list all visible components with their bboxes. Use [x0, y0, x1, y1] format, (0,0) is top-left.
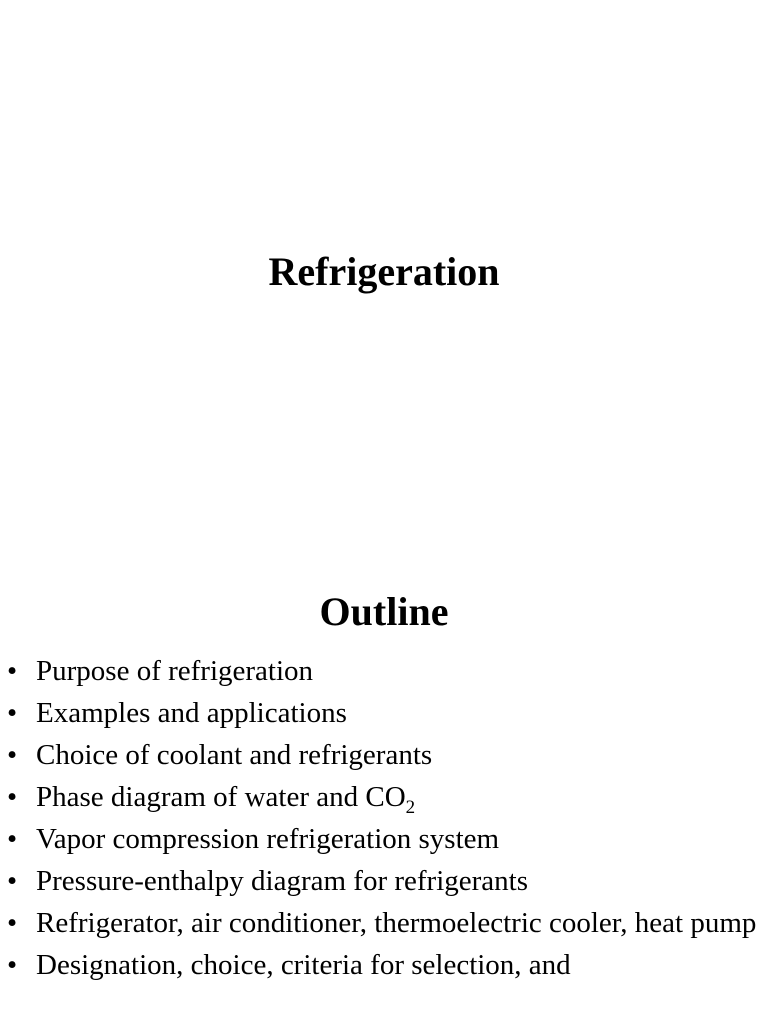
- bullet-icon: •: [7, 655, 18, 687]
- bullet-icon: •: [7, 739, 18, 771]
- outline-item-coolant: [0, 738, 768, 773]
- outline-item-phase-diagram: [0, 780, 768, 818]
- outline-item-vapor-compression: [0, 822, 768, 857]
- outline-item-text: Vapor compression refrigeration system: [36, 823, 500, 855]
- outline-item-text: Designation, choice, criteria for selection, and: [36, 949, 571, 981]
- bullet-icon: •: [7, 949, 18, 981]
- outline-item-text: Phase diagram of water and CO: [36, 781, 406, 813]
- bullet-icon: •: [7, 697, 18, 729]
- outline-item-designation: [0, 948, 768, 983]
- outline-item-pressure-enthalpy: [0, 864, 768, 899]
- outline-item-text: Refrigerator, air conditioner, thermoelectric cooler, heat pump: [36, 907, 757, 939]
- outline-heading: Outline: [319, 589, 449, 634]
- outline-item-text: Purpose of refrigeration: [36, 655, 314, 687]
- bullet-icon: •: [7, 907, 18, 939]
- bullet-icon: •: [7, 823, 18, 855]
- outline-list: [0, 654, 768, 990]
- outline-item-text: Examples and applications: [36, 697, 347, 729]
- bullet-icon: •: [7, 781, 18, 813]
- outline-item-devices: [0, 906, 768, 941]
- bullet-icon: •: [7, 865, 18, 897]
- outline-item-subscript: 2: [405, 797, 416, 818]
- outline-item-examples: [0, 696, 768, 731]
- outline-item-text: Pressure-enthalpy diagram for refrigerants: [36, 865, 528, 897]
- slide-title: Refrigeration: [268, 249, 500, 294]
- outline-item-purpose: [0, 654, 768, 689]
- outline-item-text: Choice of coolant and refrigerants: [36, 739, 433, 771]
